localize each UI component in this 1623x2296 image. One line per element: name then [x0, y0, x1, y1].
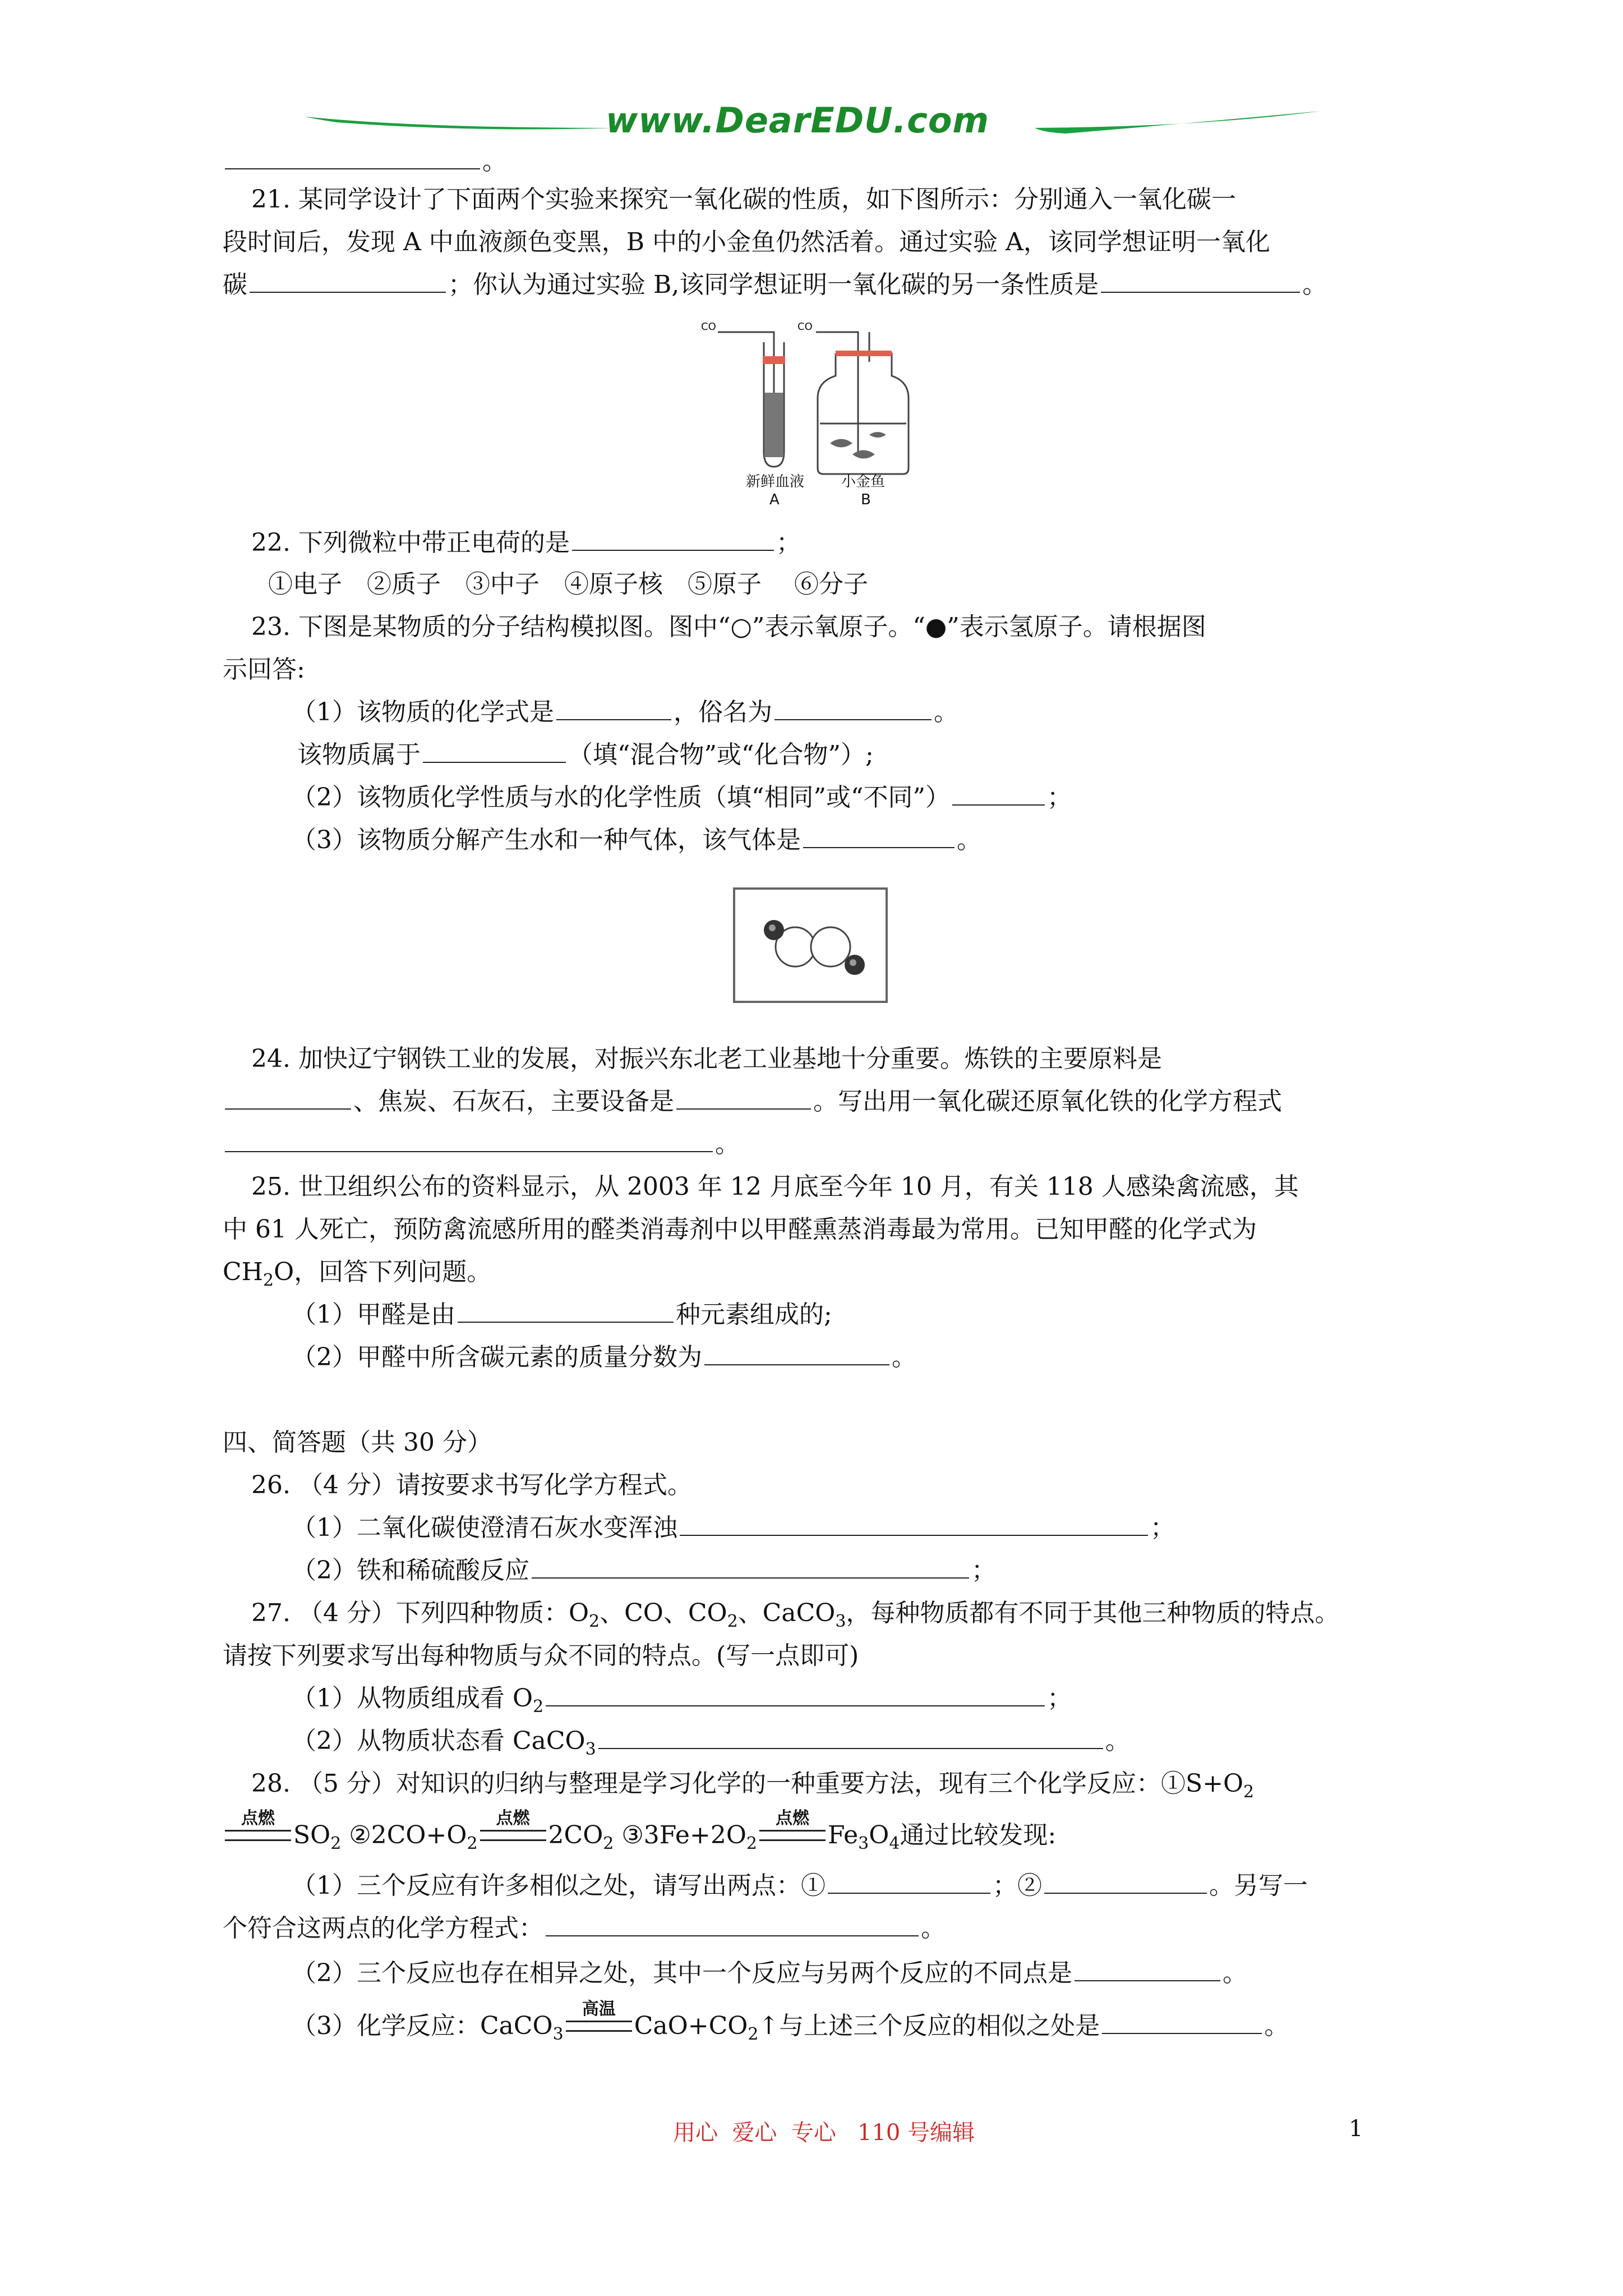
- q28-part2: （2）三个反应也存在相异之处，其中一个反应与另两个反应的不同点是 。: [292, 1959, 1247, 1987]
- answer-blank[interactable]: [1102, 2010, 1262, 2034]
- q25-part1: （1）甲醛是由 种元素组成的;: [292, 1300, 832, 1329]
- q25-line3: $CH_2O$，回答下列问题。: [223, 1258, 492, 1290]
- q25-line2: 中 61 人死亡，预防禽流感所用的醛类消毒剂中以甲醛熏蒸消毒最为常用。已知甲醛的化学式为: [223, 1215, 1257, 1244]
- q21-line1: 21. 某同学设计了下面两个实验来探究一氧化碳的性质，如下图所示：分别通入一氧化碳一: [251, 185, 1236, 214]
- q23-part3: （3）该物质分解产生水和一种气体，该气体是 。: [292, 826, 981, 854]
- intro-line: 。: [223, 145, 507, 178]
- footer-text: 用心 爱心 专心 110 号编辑: [673, 2120, 975, 2146]
- caption-a: A: [769, 491, 780, 508]
- answer-blank[interactable]: [572, 527, 774, 551]
- answer-blank[interactable]: [225, 146, 480, 169]
- high-temp-condition: 高温: [566, 2009, 632, 2043]
- answer-blank[interactable]: [225, 1129, 713, 1152]
- molecule-figure: [732, 886, 889, 1004]
- q28-equations: 点燃 $SO_2$ $②2CO+O_2$ 点燃 $2CO_2$ $③3Fe+2O_2$ 点燃 $Fe_3O_4$通过比较发现:: [223, 1819, 1056, 1861]
- q28-line1: 28. （5 分）对知识的归纳与整理是学习化学的一种重要方法，现有三个化学反应：$①S+O_2$: [251, 1769, 1255, 1802]
- left-swoosh-icon: [303, 105, 617, 139]
- fresh-blood-label: 新鲜血液: [746, 473, 805, 490]
- answer-blank[interactable]: [556, 697, 671, 720]
- h2o2-molecule-diagram: [732, 886, 889, 1004]
- answer-blank[interactable]: [680, 1512, 1148, 1536]
- q27-part1: （1）从物质组成看 $O_2$ ；: [292, 1684, 1072, 1717]
- q24-line1: 24. 加快辽宁钢铁工业的发展，对振兴东北老工业基地十分重要。炼铁的主要原料是: [251, 1045, 1162, 1073]
- q22-options: ①电子 ②质子 ③中子 ④原子核 ⑤原子 ⑥分子: [268, 570, 868, 599]
- co-label-a: CO: [701, 321, 716, 333]
- q23-line1: 23. 下图是某物质的分子结构模拟图。图中“○”表示氧原子。“●”表示氢原子。请根据图: [251, 613, 1206, 641]
- answer-blank[interactable]: [774, 697, 932, 720]
- header-banner: [303, 100, 1324, 150]
- answer-blank[interactable]: [676, 1086, 811, 1110]
- answer-blank[interactable]: [1101, 269, 1300, 293]
- q27-part2: （2）从物质状态看 CaCO$_3$ 。: [292, 1727, 1130, 1759]
- right-swoosh-icon: [1032, 105, 1324, 139]
- q23-part1-cont: 该物质属于 （填“混合物”或“化合物”）;: [297, 740, 874, 769]
- q28-part1-cont: 个符合这两点的化学方程式： 。: [223, 1914, 946, 1943]
- q25-part2: （2）甲醛中所含碳元素的质量分数为 。: [292, 1343, 916, 1372]
- q23-part1: （1）该物质的化学式是 ，俗名为 。: [292, 698, 958, 726]
- page-number: 1: [1349, 2116, 1363, 2142]
- q24-line2: 、焦炭、石灰石，主要设备是 。写出用一氧化碳还原氧化铁的化学方程式: [223, 1085, 1282, 1119]
- q27-line1: 27. （4 分）下列四种物质：$O_2$、CO、$CO_2$、CaCO$_3$，每种物质都有不同于其他三种物质的特点。: [251, 1599, 1340, 1631]
- q21-line2: 段时间后，发现 A 中血液颜色变黑，B 中的小金鱼仍然活着。通过实验 A，该同学想证明一氧化: [223, 228, 1270, 256]
- answer-blank[interactable]: [1044, 1870, 1207, 1894]
- goldfish-label: 小金鱼: [841, 473, 886, 490]
- q21-line3: 碳 ；你认为通过实验 B,该同学想证明一氧化碳的另一条性质是 。: [223, 270, 1327, 299]
- co-label-b: CO: [797, 321, 813, 333]
- q27-line2: 请按下列要求写出每种物质与众不同的特点。(写一点即可): [223, 1641, 859, 1670]
- answer-blank[interactable]: [546, 1683, 1045, 1706]
- co-experiment-diagram: [701, 320, 937, 510]
- answer-blank[interactable]: [598, 1726, 1103, 1749]
- caption-b: B: [861, 491, 871, 508]
- q23-part2: （2）该物质化学性质与水的化学性质（填“相同”或“不同”） ；: [292, 783, 1072, 812]
- answer-blank[interactable]: [546, 1913, 919, 1936]
- answer-blank[interactable]: [225, 1086, 351, 1110]
- answer-blank[interactable]: [250, 269, 446, 293]
- q23-line2: 示回答:: [223, 655, 305, 684]
- q28-part1: （1）三个反应有许多相似之处，请写出两点：① ；② 。另写一: [292, 1871, 1308, 1900]
- site-name: www.DearEDU.com: [606, 100, 990, 141]
- answer-blank[interactable]: [828, 1870, 990, 1894]
- ignition-condition: 点燃: [759, 1819, 826, 1852]
- answer-blank[interactable]: [532, 1555, 969, 1579]
- ignition-condition: 点燃: [225, 1819, 291, 1852]
- ignition-condition: 点燃: [480, 1819, 546, 1852]
- answer-blank[interactable]: [1075, 1958, 1220, 1981]
- q26-part2: （2）铁和稀硫酸反应 ；: [292, 1556, 996, 1585]
- answer-blank[interactable]: [803, 825, 955, 848]
- q26-line1: 26. （4 分）请按要求书写化学方程式。: [251, 1471, 692, 1499]
- answer-blank[interactable]: [952, 782, 1045, 806]
- q21-figure: [701, 320, 937, 510]
- q24-line3: 。: [223, 1128, 740, 1161]
- q25-line1: 25. 世卫组织公布的资料显示，从 2003 年 12 月底至今年 10 月，有关 118 人感染禽流感，其: [251, 1172, 1299, 1201]
- q28-part3: （3）化学反应：CaCO$_3$ 高温 $CaO+CO_2↑$与上述三个反应的相似之处是 。: [292, 1999, 1289, 2044]
- answer-blank[interactable]: [704, 1342, 889, 1365]
- answer-blank[interactable]: [458, 1299, 674, 1323]
- section-title: 四、简答题（共 30 分）: [223, 1428, 492, 1457]
- q22-line1: 22. 下列微粒中带正电荷的是 ；: [251, 528, 801, 557]
- answer-blank[interactable]: [423, 739, 566, 763]
- q26-part1: （1）二氧化碳使澄清石灰水变浑浊 ；: [292, 1513, 1175, 1542]
